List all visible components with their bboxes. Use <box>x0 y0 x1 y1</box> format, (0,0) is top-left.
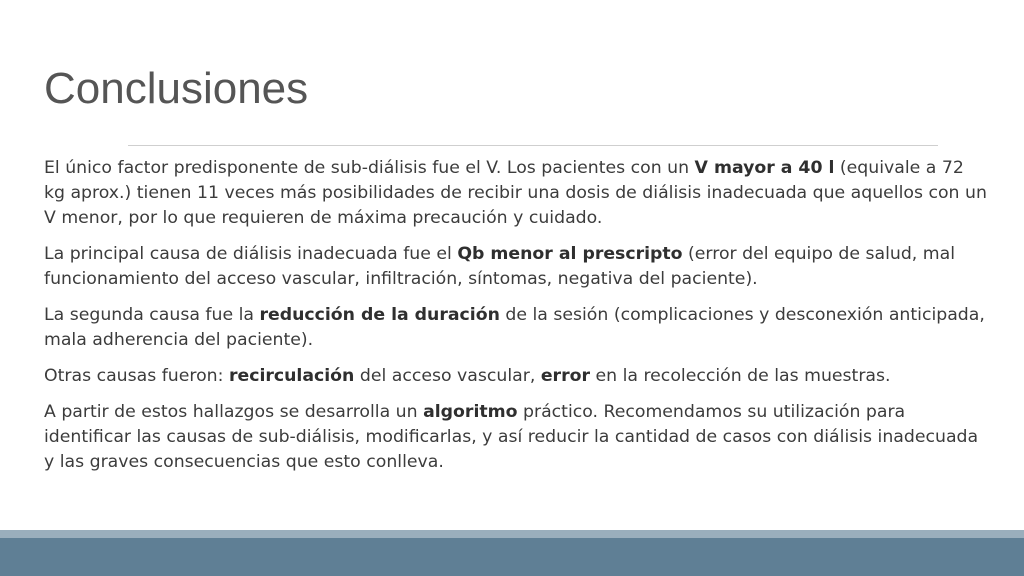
title-divider <box>128 145 938 146</box>
emphasis-text: error <box>540 366 590 386</box>
body-text: (error del equipo de salud, mal funcionamiento del acceso vascular, infiltración, síntomas, negativa del paciente). <box>44 244 956 289</box>
body-text: A partir de estos hallazgos se desarrolla un <box>44 402 424 422</box>
emphasis-text: V mayor a 40 l <box>694 158 835 178</box>
paragraph-2 <box>44 242 990 292</box>
paragraph-5 <box>44 400 990 475</box>
footer-bar <box>0 538 1024 576</box>
emphasis-text: reducción de la duración <box>259 305 500 325</box>
body-text: Otras causas fueron: <box>44 366 229 386</box>
footer-accent-bar <box>0 530 1024 538</box>
body-text: La principal causa de diálisis inadecuada fue el <box>44 244 458 264</box>
body-text: del acceso vascular, <box>354 366 541 386</box>
emphasis-text: algoritmo <box>423 402 518 422</box>
paragraph-4 <box>44 364 990 389</box>
emphasis-text: Qb menor al prescripto <box>457 244 683 264</box>
slide-content <box>44 156 990 486</box>
body-text: práctico. Recomendamos su utilización para identificar las causas de sub-diálisis, modificarlas, y así reducir la cantidad de casos con diálisis inadecuada y las graves consecuencias que esto conlleva. <box>44 402 979 472</box>
body-text: La segunda causa fue la <box>44 305 260 325</box>
paragraph-1 <box>44 156 990 231</box>
body-text: El único factor predisponente de sub-diálisis fue el V. Los pacientes con un <box>44 158 695 178</box>
paragraph-3 <box>44 303 990 353</box>
emphasis-text: recirculación <box>228 366 355 386</box>
body-text: (equivale a 72 kg aprox.) tienen 11 veces más posibilidades de recibir una dosis de diálisis inadecuada que aquellos con un V menor, por lo que requieren de máxima precaución y cuidado. <box>44 158 987 228</box>
body-text: en la recolección de las muestras. <box>590 366 891 386</box>
body-text: de la sesión (complicaciones y desconexión anticipada, mala adherencia del paciente). <box>44 305 985 350</box>
slide-title: Conclusiones <box>44 64 309 113</box>
